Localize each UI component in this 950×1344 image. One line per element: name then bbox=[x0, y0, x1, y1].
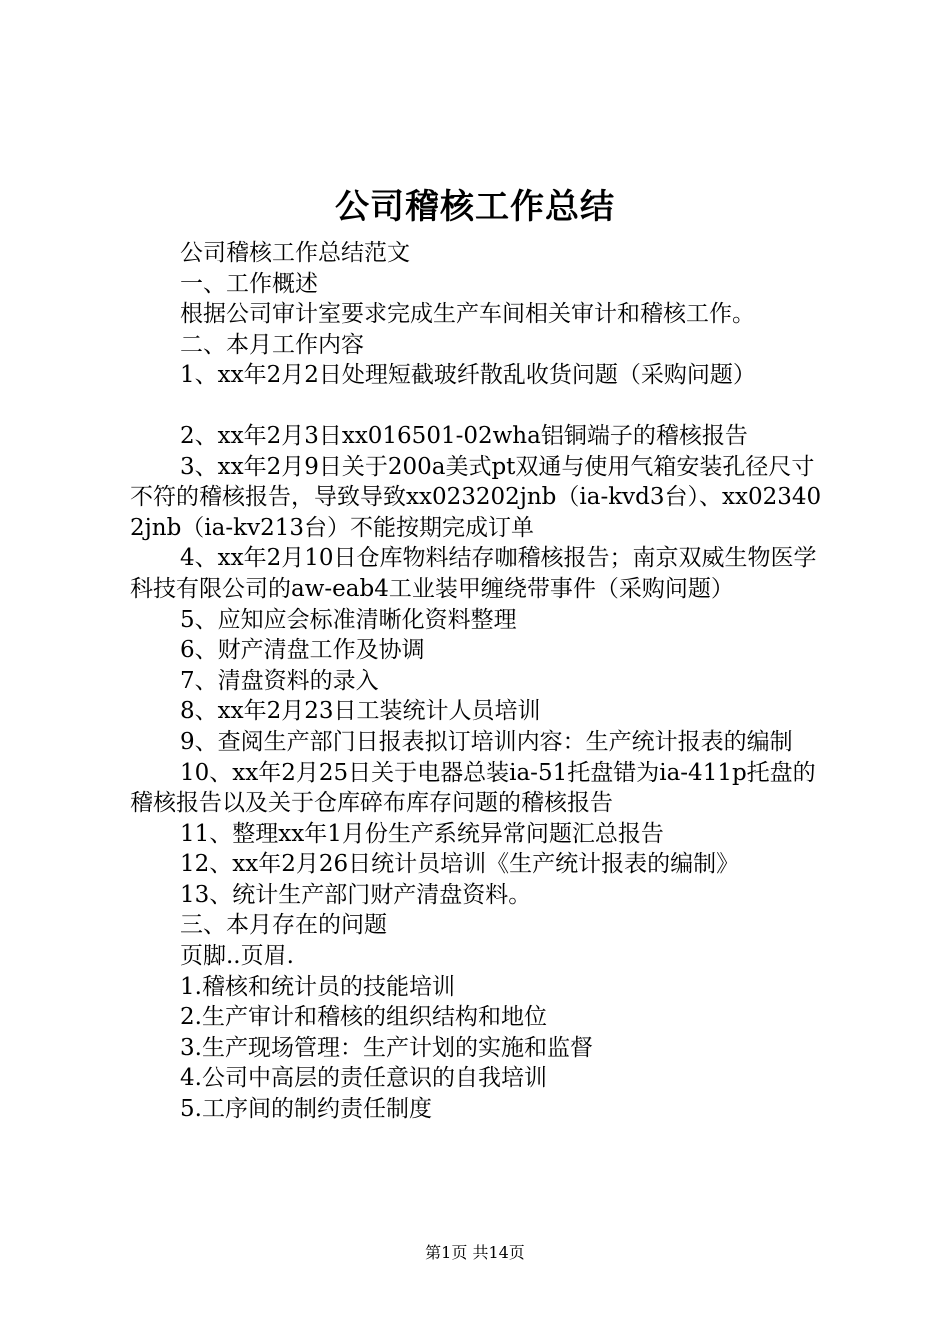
list-item: 1、xx年2月2日处理短截玻纤散乱收货问题（采购问题） bbox=[180, 362, 756, 389]
list-item: 10、xx年2月25日关于电器总装ia-51托盘错为ia-411p托盘的稽核报告以及关于仓库碎布库存问题的稽核报告 bbox=[130, 759, 816, 817]
section-heading-issues: 三、本月存在的问题 bbox=[180, 912, 387, 939]
paragraph-overview: 根据公司审计室要求完成生产车间相关审计和稽核工作。 bbox=[180, 301, 755, 328]
list-item: 6、财产清盘工作及协调 bbox=[180, 637, 425, 664]
list-item: 7、清盘资料的录入 bbox=[180, 667, 379, 694]
issue-item: 3.生产现场管理：生产计划的实施和监督 bbox=[180, 1034, 593, 1061]
paragraph-subtitle: 公司稽核工作总结范文 bbox=[180, 240, 410, 266]
document-body bbox=[130, 238, 830, 1125]
list-item: 9、查阅生产部门日报表拟订培训内容：生产统计报表的编制 bbox=[180, 728, 793, 755]
list-item: 2、xx年2月3日xx016501-02wha铝铜端子的稽核报告 bbox=[180, 422, 748, 449]
section-heading-work-content: 二、本月工作内容 bbox=[180, 331, 364, 358]
list-item: 5、应知应会标准清晰化资料整理 bbox=[180, 606, 517, 633]
document-title: 公司稽核工作总结 bbox=[335, 187, 615, 227]
page-number: 第1页 共14页 bbox=[425, 1243, 525, 1262]
blank-line bbox=[130, 391, 830, 421]
list-item: 12、xx年2月26日统计员培训《生产统计报表的编制》 bbox=[180, 851, 740, 878]
list-item: 3、xx年2月9日关于200a美式pt双通与使用气箱安装孔径尺寸不符的稽核报告，导致导致xx023202jnb（ia-kvd3台）、xx023402jnb（ia-kv213台）不能按期完成订单 bbox=[130, 453, 822, 541]
list-item: 4、xx年2月10日仓库物料结存咖稽核报告；南京双威生物医学科技有限公司的aw-eab4工业装甲缠绕带事件（采购问题） bbox=[130, 545, 817, 602]
header-footer-marker: 页脚..页眉. bbox=[180, 943, 294, 970]
list-item: 11、整理xx年1月份生产系统异常问题汇总报告 bbox=[180, 820, 664, 847]
issue-item: 2.生产审计和稽核的组织结构和地位 bbox=[180, 1004, 547, 1031]
list-item: 13、统计生产部门财产清盘资料。 bbox=[180, 881, 532, 908]
issue-item: 1.稽核和统计员的技能培训 bbox=[180, 973, 455, 1000]
issue-item: 4.公司中高层的责任意识的自我培训 bbox=[180, 1065, 547, 1092]
list-item: 8、xx年2月23日工装统计人员培训 bbox=[180, 698, 541, 725]
section-heading-overview: 一、工作概述 bbox=[180, 270, 318, 297]
issue-item: 5.工序间的制约责任制度 bbox=[180, 1096, 432, 1123]
